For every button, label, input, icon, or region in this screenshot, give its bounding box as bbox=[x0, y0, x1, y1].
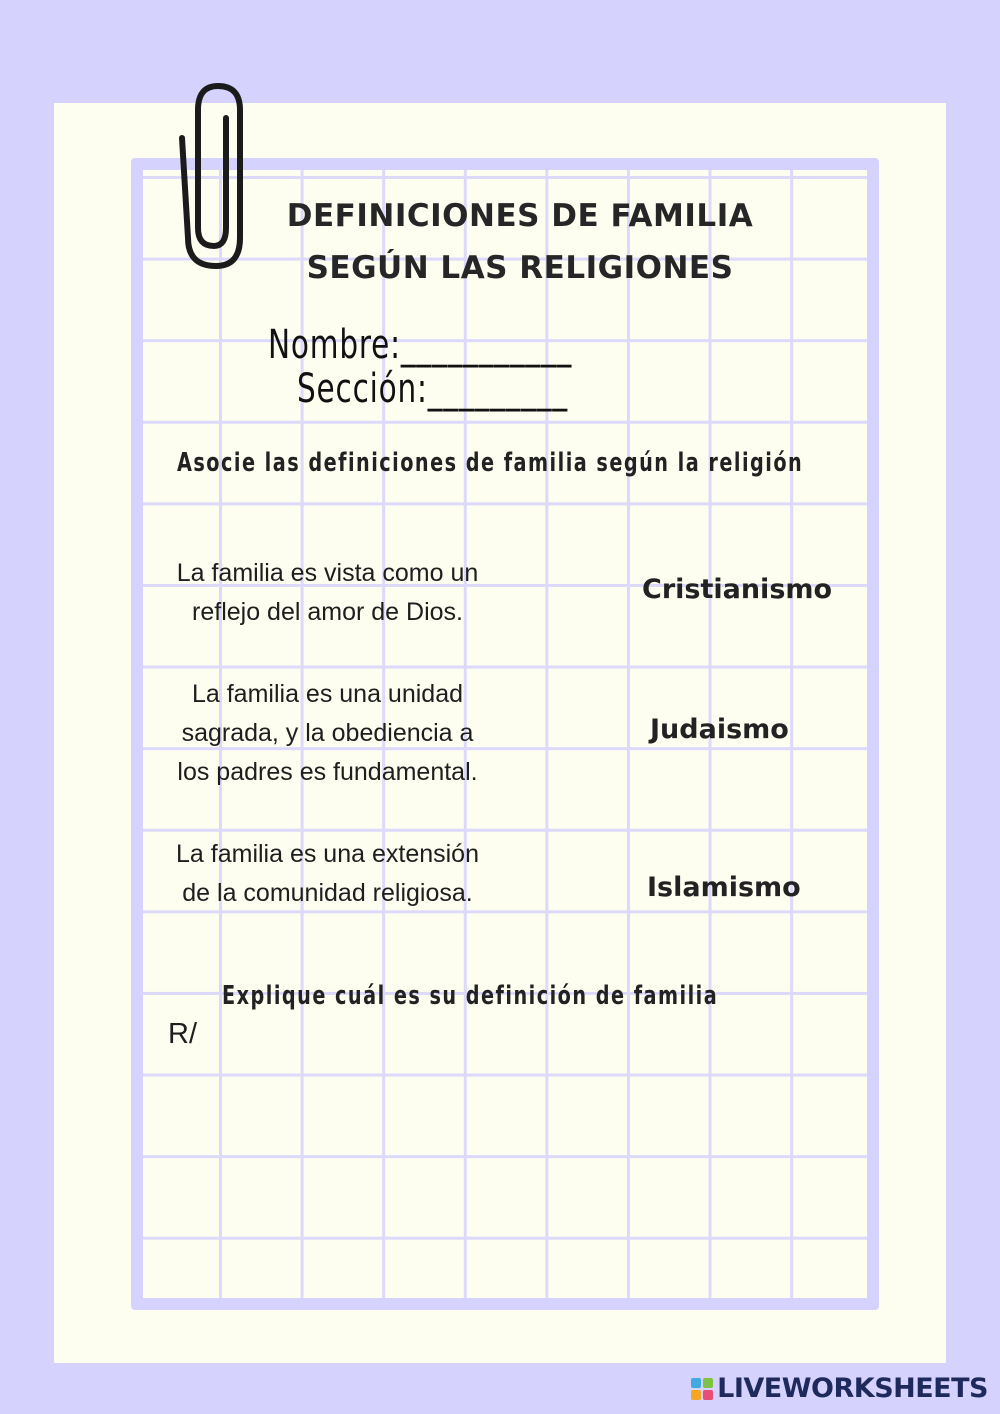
definition-item[interactable] bbox=[145, 675, 510, 792]
religion-cristianismo[interactable]: Cristianismo bbox=[642, 574, 833, 605]
religion-judaismo[interactable]: Judaismo bbox=[650, 714, 789, 745]
paperclip-icon bbox=[160, 78, 260, 278]
definition-line: los padres es fundamental. bbox=[177, 758, 478, 786]
definition-line: reflejo del amor de Dios. bbox=[192, 598, 463, 626]
worksheet-subtitle: SEGÚN LAS RELIGIONES bbox=[306, 250, 734, 286]
definition-line: La familia es vista como un bbox=[176, 559, 479, 587]
section-field[interactable]: Sección:_________ bbox=[297, 366, 568, 412]
definition-item[interactable] bbox=[145, 554, 510, 632]
liveworksheets-logo-icon bbox=[691, 1378, 713, 1400]
definition-line: La familia es una extensión bbox=[176, 840, 479, 868]
religion-islamismo[interactable]: Islamismo bbox=[647, 872, 801, 903]
definition-line: sagrada, y la obediencia a bbox=[181, 719, 474, 747]
name-field[interactable]: Nombre:___________ bbox=[268, 322, 573, 368]
match-instruction: Asocie las definiciones de familia según la religión bbox=[177, 448, 804, 478]
explain-instruction: Explique cuál es su definición de familia bbox=[222, 981, 719, 1011]
liveworksheets-brand[interactable] bbox=[691, 1373, 988, 1404]
definition-line: La familia es una unidad bbox=[191, 680, 464, 708]
answer-prefix[interactable]: R/ bbox=[168, 1018, 197, 1050]
brand-name: LIVEWORKSHEETS bbox=[717, 1373, 988, 1404]
definition-line: de la comunidad religiosa. bbox=[182, 879, 473, 907]
worksheet-title: DEFINICIONES DE FAMILIA bbox=[286, 198, 754, 234]
definition-item[interactable] bbox=[145, 835, 510, 913]
